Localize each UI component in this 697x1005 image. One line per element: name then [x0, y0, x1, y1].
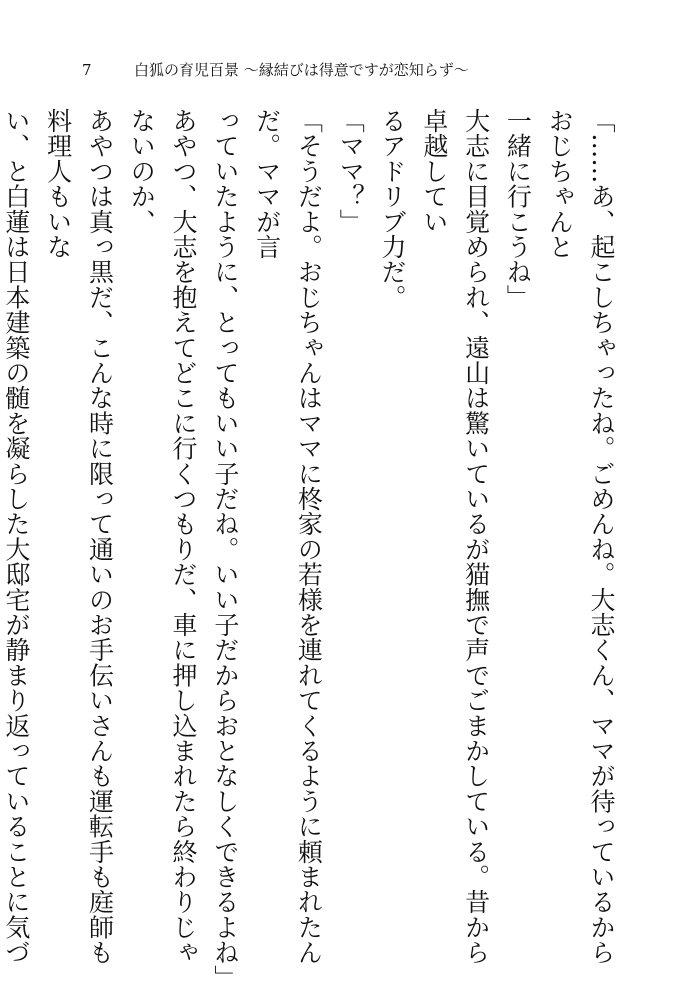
text-line: っていたように、とってもいい子だね。いい子だからおとなしくできるよね」	[210, 108, 240, 990]
text-line: あやつ、大志を抱えてどこに行くつもりだ、車に押し込まれたら終わりじゃないのか、	[127, 108, 199, 965]
text-line: 「そうだよ。おじちゃんはママに柊家の若様を連れてくるように頼まれたんだ。ママが言	[252, 108, 324, 965]
page-header	[82, 58, 682, 82]
text-line: い、と白蓮は日本建築の髄を凝らした大邸宅が静まり返っていることに気づ	[1, 108, 31, 965]
page-number: 7	[82, 61, 92, 79]
text-line: るアドリブ力だ。	[378, 108, 408, 310]
text-line: 「……あ、起こしちゃったね。ごめんね。大志くん、ママが待っているからおじちゃんと	[545, 108, 616, 965]
body-text	[1, 108, 622, 990]
text-line: あやつは真っ黒だ、こんな時に限って通いのお手伝いさんも運転手も庭師も料理人もいな	[43, 108, 115, 965]
book-title: 白狐の育児百景 〜縁結びは得意ですが恋知らず〜	[134, 61, 469, 79]
text-line: 「ママ？」	[336, 108, 366, 234]
text-line: 一緒に行こうね」	[503, 108, 533, 310]
text-line: 大志に目覚められ、遠山は驚いているが猫撫で声でごまかしている。昔から卓越してい	[419, 108, 491, 965]
